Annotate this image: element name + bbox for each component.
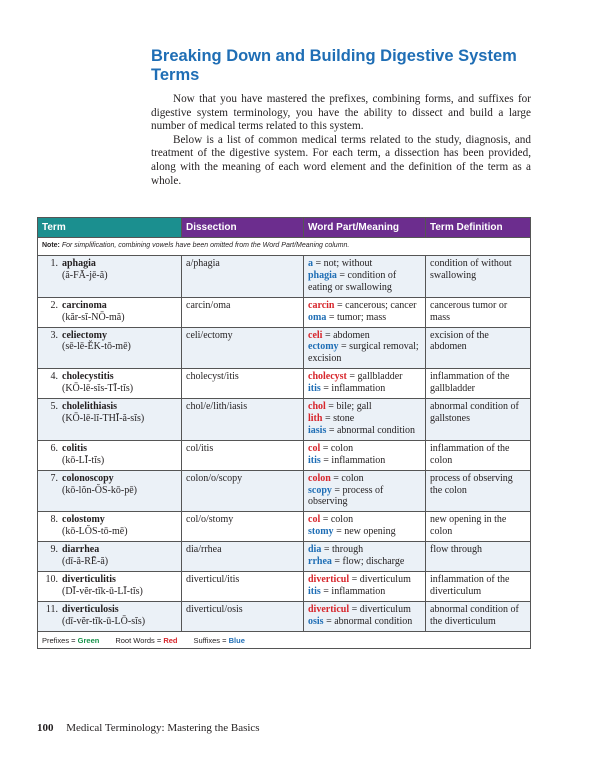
word-part	[308, 383, 421, 395]
term-name: cholelithiasis	[62, 401, 118, 413]
word-part	[308, 586, 421, 598]
word-meaning: = flow; discharge	[331, 556, 405, 568]
table-row	[38, 327, 531, 369]
word-part	[308, 556, 421, 568]
term-cell	[38, 601, 182, 631]
word-element: phagia	[308, 269, 337, 281]
word-element: cholecyst	[308, 371, 347, 383]
term-number: 11.	[45, 603, 58, 615]
word-part-cell	[304, 470, 426, 512]
page-number: 100	[37, 722, 54, 734]
word-part	[308, 312, 421, 324]
term-cell	[38, 542, 182, 572]
word-part	[308, 330, 421, 342]
term-cell	[38, 369, 182, 399]
table-row	[38, 440, 531, 470]
word-meaning: = abdomen	[322, 329, 370, 341]
word-part	[308, 300, 421, 312]
table-row	[38, 297, 531, 327]
word-meaning: = new opening	[333, 526, 396, 538]
definition-cell: inflammation of the diverticulum	[426, 571, 531, 601]
book-title: Medical Terminology: Mastering the Basics	[66, 722, 260, 734]
term-number: 2.	[50, 299, 58, 311]
table-row	[38, 369, 531, 399]
term-pronunciation: (dī-vĕr-tĭk-ū-LŌ-sĭs)	[62, 615, 146, 627]
term-name: aphagia	[62, 258, 96, 269]
word-part-cell	[304, 327, 426, 369]
legend-item	[42, 636, 99, 645]
definition-cell: abnormal condition of gallstones	[426, 399, 531, 441]
term-number: 10.	[45, 573, 58, 585]
legend-label: Root Words =	[115, 635, 164, 645]
word-part-cell	[304, 297, 426, 327]
term-number: 8.	[50, 514, 58, 526]
legend-row	[38, 631, 531, 649]
dissection-cell: celi/ectomy	[182, 327, 304, 369]
word-element: scopy	[308, 484, 332, 496]
definition-cell: inflammation of the colon	[426, 440, 531, 470]
legend-value: Blue	[228, 635, 245, 645]
word-meaning: = not; without	[313, 258, 373, 269]
word-meaning: = diverticulum	[349, 603, 411, 615]
dissection-cell: diverticul/osis	[182, 601, 304, 631]
word-element: celi	[308, 329, 323, 341]
term-cell	[38, 399, 182, 441]
intro-text	[151, 93, 531, 188]
term-cell	[38, 512, 182, 542]
term-number: 4.	[50, 371, 58, 383]
table-note-row	[38, 238, 531, 256]
dissection-cell: a/phagia	[182, 256, 304, 298]
word-element: rrhea	[308, 556, 332, 568]
term-pronunciation: (kō-lŏn-ŎS-kō-pē)	[62, 484, 137, 496]
word-element: carcin	[308, 299, 335, 311]
word-meaning: = bile; gall	[325, 401, 372, 413]
word-element: itis	[308, 383, 321, 395]
table-header-row	[38, 218, 531, 238]
word-part-cell	[304, 399, 426, 441]
word-part	[308, 258, 421, 270]
term-cell	[38, 440, 182, 470]
term-cell	[38, 256, 182, 298]
term-pronunciation: (sē-lē-ĔK-tō-mē)	[62, 341, 131, 353]
term-number: 9.	[50, 544, 58, 556]
word-element: osis	[308, 615, 324, 627]
word-element: a	[308, 258, 313, 269]
dissection-cell: col/itis	[182, 440, 304, 470]
word-part-cell	[304, 542, 426, 572]
word-element: colon	[308, 472, 331, 484]
word-part	[308, 413, 421, 425]
term-name: cholecystitis	[62, 371, 114, 383]
word-part	[308, 270, 421, 294]
intro-paragraph: Below is a list of common medical terms related to the study, diagnosis, and treatment of the digestive system. For each term, a dissection has been provided, along with the meaning of each word element and the definition of the term as a whole.	[151, 133, 531, 187]
term-name: colonoscopy	[62, 472, 114, 484]
word-meaning: = stone	[322, 412, 355, 424]
note-text: For simplification, combining vowels have been omitted from the Word Part/Meaning column.	[61, 242, 350, 249]
word-element: diverticul	[308, 573, 350, 585]
word-part	[308, 341, 421, 365]
definition-cell: excision of the abdomen	[426, 327, 531, 369]
term-cell	[38, 327, 182, 369]
term-pronunciation: (ă-FĀ-jē-ă)	[62, 269, 108, 281]
term-pronunciation: (KŌ-lē-lĭ-THĪ-ă-sĭs)	[62, 412, 145, 424]
term-cell	[38, 470, 182, 512]
definition-cell: condition of without swallowing	[426, 256, 531, 298]
term-name: diarrhea	[62, 544, 100, 556]
word-meaning: = inflammation	[320, 383, 386, 395]
header-dissection: Dissection	[182, 218, 304, 238]
table-row	[38, 399, 531, 441]
word-part-cell	[304, 256, 426, 298]
dissection-cell: cholecyst/itis	[182, 369, 304, 399]
table-row	[38, 470, 531, 512]
term-cell	[38, 297, 182, 327]
word-meaning: = colon	[320, 442, 354, 454]
legend-item	[194, 636, 245, 645]
word-meaning: = colon	[330, 472, 364, 484]
word-element: itis	[308, 585, 321, 597]
legend-label: Prefixes =	[42, 635, 78, 645]
word-element: diverticul	[308, 603, 350, 615]
word-part	[308, 425, 421, 437]
word-element: iasis	[308, 424, 327, 436]
header-term: Term	[38, 218, 182, 238]
word-meaning: = condition of eating or swallowing	[308, 269, 397, 293]
word-element: col	[308, 514, 321, 526]
word-part	[308, 485, 421, 509]
dissection-cell: chol/e/lith/iasis	[182, 399, 304, 441]
word-meaning: = surgical removal; excision	[308, 341, 419, 365]
word-part	[308, 574, 421, 586]
word-part	[308, 371, 421, 383]
word-part	[308, 401, 421, 413]
word-part-cell	[304, 601, 426, 631]
word-part	[308, 455, 421, 467]
term-name: colostomy	[62, 514, 105, 526]
table-row	[38, 601, 531, 631]
table-row	[38, 512, 531, 542]
word-part	[308, 514, 421, 526]
dissection-cell: dia/rrhea	[182, 542, 304, 572]
legend-value: Red	[163, 635, 178, 645]
word-part	[308, 526, 421, 538]
word-part	[308, 544, 421, 556]
word-meaning: = colon	[320, 514, 354, 526]
word-element: ectomy	[308, 341, 339, 353]
term-number: 7.	[50, 472, 58, 484]
word-part-cell	[304, 512, 426, 542]
term-name: celiectomy	[62, 329, 107, 341]
word-part-cell	[304, 571, 426, 601]
term-name: diverticulitis	[62, 573, 116, 585]
table-row	[38, 542, 531, 572]
page-footer	[37, 722, 260, 734]
note-label: Note:	[42, 242, 60, 249]
definition-cell: cancerous tumor or mass	[426, 297, 531, 327]
word-meaning: = inflammation	[320, 454, 386, 466]
intro-paragraph: Now that you have mastered the prefixes, combining forms, and suffixes for digestive system terminology, you have the ability to dissect and build a large number of medical terms related to this system.	[151, 93, 531, 133]
word-meaning: = abnormal condition	[326, 424, 416, 436]
term-number: 1.	[50, 258, 58, 269]
word-meaning: = through	[321, 544, 364, 556]
legend-value: Green	[77, 635, 100, 645]
word-element: dia	[308, 544, 322, 556]
dissection-cell: colon/o/scopy	[182, 470, 304, 512]
word-element: oma	[308, 311, 327, 323]
term-name: diverticulosis	[62, 603, 119, 615]
definition-cell: abnormal condition of the diverticulum	[426, 601, 531, 631]
term-cell	[38, 571, 182, 601]
word-element: itis	[308, 454, 321, 466]
term-pronunciation: (kō-LŎS-tō-mē)	[62, 526, 128, 538]
word-meaning: = process of observing	[308, 484, 384, 508]
word-element: col	[308, 442, 321, 454]
table-row	[38, 256, 531, 298]
header-word-part: Word Part/Meaning	[304, 218, 426, 238]
term-pronunciation: (DĪ-vĕr-tĭk-ū-LĪ-tĭs)	[62, 585, 143, 597]
dissection-cell: carcin/oma	[182, 297, 304, 327]
dissection-cell: col/o/stomy	[182, 512, 304, 542]
word-part-cell	[304, 440, 426, 470]
definition-cell: new opening in the colon	[426, 512, 531, 542]
term-pronunciation: (dī-ă-RĒ-ă)	[62, 556, 109, 568]
word-meaning: = tumor; mass	[326, 311, 387, 323]
color-legend	[38, 631, 531, 649]
term-number: 3.	[50, 329, 58, 341]
word-element: lith	[308, 412, 323, 424]
term-name: carcinoma	[62, 299, 107, 311]
word-part	[308, 604, 421, 616]
word-part-cell	[304, 369, 426, 399]
term-number: 6.	[50, 442, 58, 454]
word-part	[308, 443, 421, 455]
header-definition: Term Definition	[426, 218, 531, 238]
term-pronunciation: (KŌ-lē-sĭs-TĪ-tĭs)	[62, 383, 134, 395]
term-number: 5.	[50, 401, 58, 413]
word-meaning: = diverticulum	[349, 573, 411, 585]
word-part	[308, 616, 421, 628]
term-name: colitis	[62, 442, 87, 454]
word-meaning: = abnormal condition	[323, 615, 413, 627]
table-row	[38, 571, 531, 601]
word-part	[308, 473, 421, 485]
section-title: Breaking Down and Building Digestive System Terms	[151, 47, 517, 84]
definition-cell: inflammation of the gallbladder	[426, 369, 531, 399]
legend-item	[115, 636, 177, 645]
term-pronunciation: (kō-LĪ-tĭs)	[62, 454, 105, 466]
definition-cell: process of observing the colon	[426, 470, 531, 512]
word-meaning: = gallbladder	[346, 371, 403, 383]
word-meaning: = cancerous; cancer	[334, 299, 417, 311]
legend-label: Suffixes =	[193, 635, 229, 645]
term-pronunciation: (kăr-sĭ-NŌ-mă)	[62, 311, 125, 323]
dissection-cell: diverticul/itis	[182, 571, 304, 601]
definition-cell: flow through	[426, 542, 531, 572]
terms-table	[37, 217, 531, 649]
word-element: stomy	[308, 526, 334, 538]
table-note	[38, 238, 531, 256]
word-element: chol	[308, 401, 326, 413]
word-meaning: = inflammation	[320, 585, 386, 597]
